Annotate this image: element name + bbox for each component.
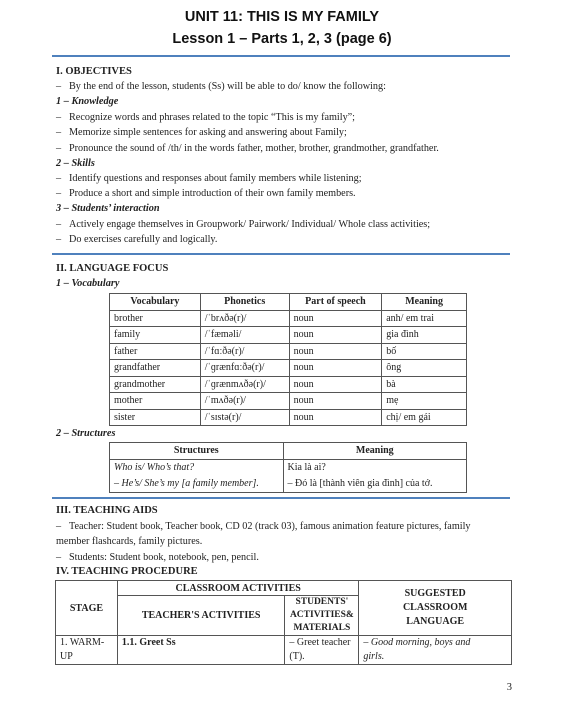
section-divider (52, 497, 510, 499)
skills-heading: 2 – Skills (56, 158, 95, 169)
vocab-word: grandmother (110, 376, 201, 393)
vocab-meaning: ông (382, 360, 467, 377)
vocab-pos: noun (289, 376, 382, 393)
vocab-phonetic: /ˈmʌðə(r)/ (200, 393, 289, 410)
procedure-header-row (56, 581, 512, 596)
vocab-phonetic: /ˈfæməli/ (200, 327, 289, 344)
teacher-aids-line: – Teacher: Student book, Teacher book, CD 02 (track 03), famous animation feature pictures, family (69, 521, 471, 532)
vocab-word: grandfather (110, 360, 201, 377)
page-number: 3 (506, 682, 512, 693)
skills-item: – Identify questions and responses about family members while listening; (69, 173, 362, 184)
vocab-meaning: chị/ em gái (382, 409, 467, 426)
activities-col-header: CLASSROOM ACTIVITIES (117, 581, 358, 596)
vocab-word: father (110, 343, 201, 360)
student-activity-text: (T). (289, 651, 305, 662)
interaction-heading: 3 – Students’ interaction (56, 203, 160, 214)
language-col-label: LANGUAGE (406, 616, 465, 627)
stage-text: 1. WARM- (60, 637, 105, 648)
students-col-label: ACTIVITIES& (289, 610, 354, 620)
skills-item: – Produce a short and simple introduction of their own family members. (69, 188, 356, 199)
vocab-meaning: bố (382, 343, 467, 360)
teacher-col-header: TEACHER'S ACTIVITIES (117, 596, 284, 636)
structure-text: – He’s/ She’s my [a family member]. (110, 476, 284, 493)
students-col-label: STUDENTS' (295, 597, 349, 607)
knowledge-item: – Memorize simple sentences for asking and answering about Family; (69, 127, 347, 138)
section-divider (52, 253, 510, 255)
stage-cell (56, 636, 118, 665)
vocab-pos: noun (289, 343, 382, 360)
objectives-intro: – By the end of the lesson, students (Ss) will be able to do/ know the following: (69, 81, 386, 92)
structures-header-row (110, 443, 467, 460)
vocab-word: family (110, 327, 201, 344)
vocab-pos: noun (289, 409, 382, 426)
language-text: girls. (363, 651, 385, 662)
vocab-phonetic: /ˈɡrænmʌðə(r)/ (200, 376, 289, 393)
language-text: – Good morning, boys and (363, 637, 471, 648)
vocab-col-header: Vocabulary (110, 294, 201, 311)
stage-col-header (56, 581, 118, 636)
vocab-meaning: gia đình (382, 327, 467, 344)
stage-text: UP (60, 651, 73, 662)
table-row (110, 409, 467, 426)
teacher-aids-line-continued: member flashcards, family pictures. (56, 536, 203, 547)
struct-col-header: Meaning (283, 443, 466, 460)
table-row (110, 327, 467, 344)
vocab-phonetic: /ˈsɪstə(r)/ (200, 409, 289, 426)
knowledge-item: – Pronounce the sound of /th/ in the words father, mother, brother, grandmother, grandfather. (69, 143, 439, 154)
student-activity-text: – Greet teacher (289, 637, 351, 648)
table-row (110, 343, 467, 360)
table-row (110, 476, 467, 493)
structure-text: Who is/ Who’s that? (110, 459, 284, 476)
table-row (110, 360, 467, 377)
interaction-item: – Actively engage themselves in Groupwork/ Pairwork/ Individual/ Whole class activities; (69, 219, 430, 230)
structure-meaning: – Đó là [thành viên gia đình] của tớ. (283, 476, 466, 493)
students-col-header (285, 596, 359, 636)
teacher-activity-cell: 1.1. Greet Ss (117, 636, 284, 665)
vocab-col-header: Meaning (382, 294, 467, 311)
interaction-item: – Do exercises carefully and logically. (69, 234, 217, 245)
vocab-phonetic: /ˈfɑːðə(r)/ (200, 343, 289, 360)
vocab-meaning: anh/ em trai (382, 310, 467, 327)
vocabulary-header-row (110, 294, 467, 311)
teaching-aids-heading: III. TEACHING AIDS (56, 505, 158, 516)
vocab-pos: noun (289, 360, 382, 377)
title-divider (52, 55, 510, 57)
vocab-phonetic: /ˈɡrænfɑːðə(r)/ (200, 360, 289, 377)
language-cell (359, 636, 512, 665)
objectives-heading: I. OBJECTIVES (56, 66, 132, 77)
table-row (110, 459, 467, 476)
vocab-word: brother (110, 310, 201, 327)
struct-col-header: Structures (110, 443, 284, 460)
procedure-table (55, 580, 512, 665)
structures-table (109, 442, 467, 493)
page-title: UNIT 11: THIS IS MY FAMILY (184, 9, 380, 25)
knowledge-item: – Recognize words and phrases related to the topic “This is my family”; (69, 112, 355, 123)
student-activity-cell (285, 636, 359, 665)
table-row (56, 636, 512, 665)
knowledge-heading: 1 – Knowledge (56, 96, 119, 107)
stage-col-label: STAGE (69, 602, 104, 614)
table-row (110, 376, 467, 393)
vocab-phonetic: /ˈbrʌðə(r)/ (200, 310, 289, 327)
vocab-pos: noun (289, 393, 382, 410)
table-row (110, 393, 467, 410)
vocab-meaning: bà (382, 376, 467, 393)
language-col-label: SUGGESTED (404, 588, 466, 599)
structures-heading: 2 – Structures (56, 428, 116, 439)
table-row (110, 310, 467, 327)
vocabulary-table (109, 293, 467, 426)
vocab-col-header: Phonetics (200, 294, 289, 311)
students-col-label: MATERIALS (293, 623, 351, 633)
vocab-word: sister (110, 409, 201, 426)
vocabulary-heading: 1 – Vocabulary (56, 278, 120, 289)
vocab-meaning: mẹ (382, 393, 467, 410)
language-col-header (359, 581, 512, 636)
page-subtitle: Lesson 1 – Parts 1, 2, 3 (page 6) (172, 31, 392, 47)
vocab-pos: noun (289, 310, 382, 327)
student-aids-line: – Students: Student book, notebook, pen, pencil. (69, 552, 259, 563)
structure-meaning: Kia là ai? (283, 459, 466, 476)
procedure-heading: IV. TEACHING PROCEDURE (56, 566, 198, 577)
language-focus-heading: II. LANGUAGE FOCUS (56, 263, 169, 274)
vocab-pos: noun (289, 327, 382, 344)
language-col-label: CLASSROOM (402, 602, 468, 613)
vocab-col-header: Part of speech (289, 294, 382, 311)
vocab-word: mother (110, 393, 201, 410)
